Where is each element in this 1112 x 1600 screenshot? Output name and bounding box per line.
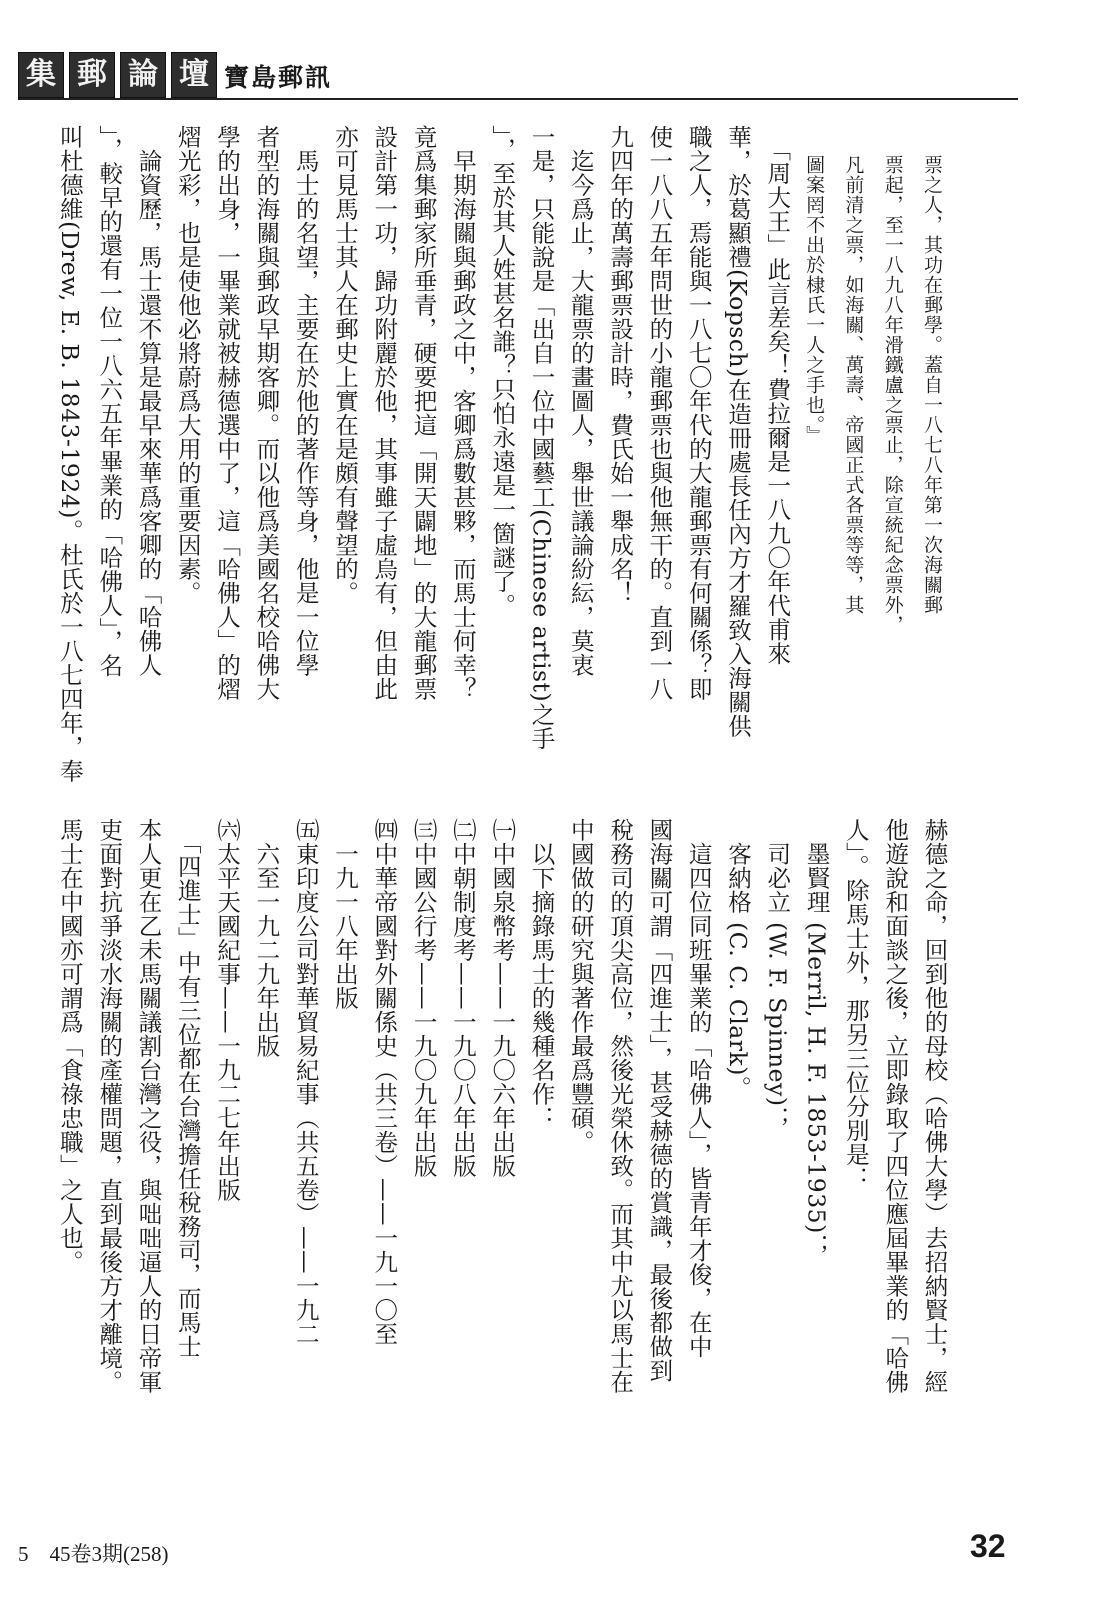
text-column: 以下摘錄馬士的幾種名作： [527, 818, 556, 1130]
text-column: 亦可見馬士其人在郵史上實在是頗有聲望的。 [331, 125, 359, 605]
page-header [18, 52, 1018, 100]
text-column: 票之人，其功在郵學。蓋自一八七八年第一次海關郵 [921, 155, 943, 615]
text-column: ㈡中朝制度考——一九〇八年出版 [448, 818, 477, 1178]
text-column: 使一八八五年問世的小龍郵票也與他無干的。直到一八 [645, 125, 674, 701]
text-column: 票起，至一八九八年滑鐵盧之票止，除宣統紀念票外， [881, 155, 904, 635]
text-column: 人」。除馬士外，那另三位分別是： [841, 818, 870, 1191]
text-column: 者型的海關與郵政早期客卿。而以他爲美國名校哈佛大 [252, 125, 281, 701]
text-column: 」，較早的還有一位一八六五年畢業的「哈佛人」，名 [95, 125, 124, 678]
text-column: 中國做的研究與著作最爲豐碩。 [566, 818, 595, 1154]
text-column: 客納格 (C. C. Clark)。 [724, 818, 752, 1100]
text-column: 這四位同班畢業的「哈佛人」，皆青年才俊，在中 [684, 818, 713, 1359]
text-column: 圖案罔不出於棣氏一人之手也。』 [803, 155, 826, 446]
text-column: 早期海關與郵政之中，客卿爲數甚夥，而馬士何幸？ [448, 125, 477, 701]
text-column: 」，至於其人姓甚名誰？只怕永遠是一箇謎了。 [488, 125, 517, 618]
text-column: 一九一八年出版 [331, 818, 359, 1010]
text-column: 墨賢理 (Merril, H. F. 1853-1935)； [802, 818, 831, 1258]
column-title-tile: 郵 [69, 52, 115, 98]
text-column: 熠光彩，也是使他必將蔚爲大用的重要因素。 [173, 125, 202, 605]
text-column: ㈠中國泉幣考——一九〇六年出版 [488, 818, 517, 1178]
text-column: 學的出身，一畢業就被赫德選中了，這「哈佛人」的熠 [213, 125, 242, 701]
text-column: 凡前清之票，如海關、萬壽、帝國正式各票等等，其 [842, 155, 865, 615]
text-column: 國海關可謂「四進士」，甚受赫德的賞識，最後都做到 [645, 818, 674, 1383]
text-column: 本人更在乙未馬關議割台灣之役，與咄咄逼人的日帝軍 [134, 818, 163, 1394]
text-column: 稅務司的頂尖高位，然後光榮休致。而其中尤以馬士在 [606, 818, 635, 1394]
text-column: 赫德之命，回到他的母校（哈佛大學）去招納賢士，經 [920, 818, 949, 1394]
column-title-tile: 論 [120, 52, 166, 98]
text-column: 華，於葛顯禮(Kopsch)在造冊處長任內方才羅致入海關供 [724, 125, 752, 738]
text-column: ㈣中華帝國對外關係史（共三卷）——一九一〇至 [370, 818, 399, 1346]
issue-info: 5 45卷3期(258) [18, 1542, 169, 1566]
column-title-tile: 壇 [171, 52, 217, 98]
text-column: 一是，只能說是「出自一位中國藝工(Chinese artist)之手 [527, 125, 556, 751]
text-column: 六至一九二九年出版 [252, 818, 281, 1058]
text-column: 「四進士」中有三位都在台灣擔任稅務司，而馬士 [173, 818, 202, 1359]
text-column: 「周大王」此言差矣！費拉爾是一八九〇年代甫來 [763, 125, 792, 666]
text-column: ㈥太平天國紀事——一九二七年出版 [213, 818, 242, 1202]
page-number: 32 [970, 1528, 1006, 1564]
journal-name: 寶島郵訊 [224, 63, 333, 92]
column-title-tile: 集 [18, 52, 64, 98]
text-column: ㈤東印度公司對華貿易紀事（共五卷）——一九二 [291, 818, 320, 1346]
text-column: 迄今爲止，大龍票的畫圖人，舉世議論紛紜，莫衷 [566, 125, 595, 677]
text-column: ㈢中國公行考——一九〇九年出版 [409, 818, 438, 1178]
text-column: 設計第一功，歸功附麗於他，其事雖子虛烏有，但由此 [370, 125, 399, 701]
text-column: 他遊說和面談之後，立即錄取了四位應屆畢業的「哈佛 [881, 818, 910, 1394]
text-column: 叫杜德維(Drew, E. B. 1843-1924)。杜氏於一八七四年，奉 [55, 125, 84, 783]
text-column: 職之人，焉能與一八七〇年代的大龍郵票有何關係？即 [684, 125, 713, 701]
text-column: 馬士的名望，主要在於他的著作等身，他是一位學 [291, 125, 320, 677]
text-column: 論資歷，馬士還不算是最早來華爲客卿的「哈佛人 [134, 125, 163, 677]
text-column: 吏面對抗爭淡水海關的產權問題，直到最後方才離境。 [95, 818, 124, 1394]
header-rule [18, 98, 1018, 100]
text-column: 司必立 (W. F. Spinney)； [763, 818, 792, 1131]
text-column: 竟爲集郵家所垂青，硬要把這「開天闢地」的大龍郵票 [409, 125, 438, 701]
text-column: 馬士在中國亦可謂爲「食祿忠職」之人也。 [55, 818, 84, 1274]
text-column: 九四年的萬壽郵票設計時，費氏始一舉成名！ [606, 125, 635, 605]
